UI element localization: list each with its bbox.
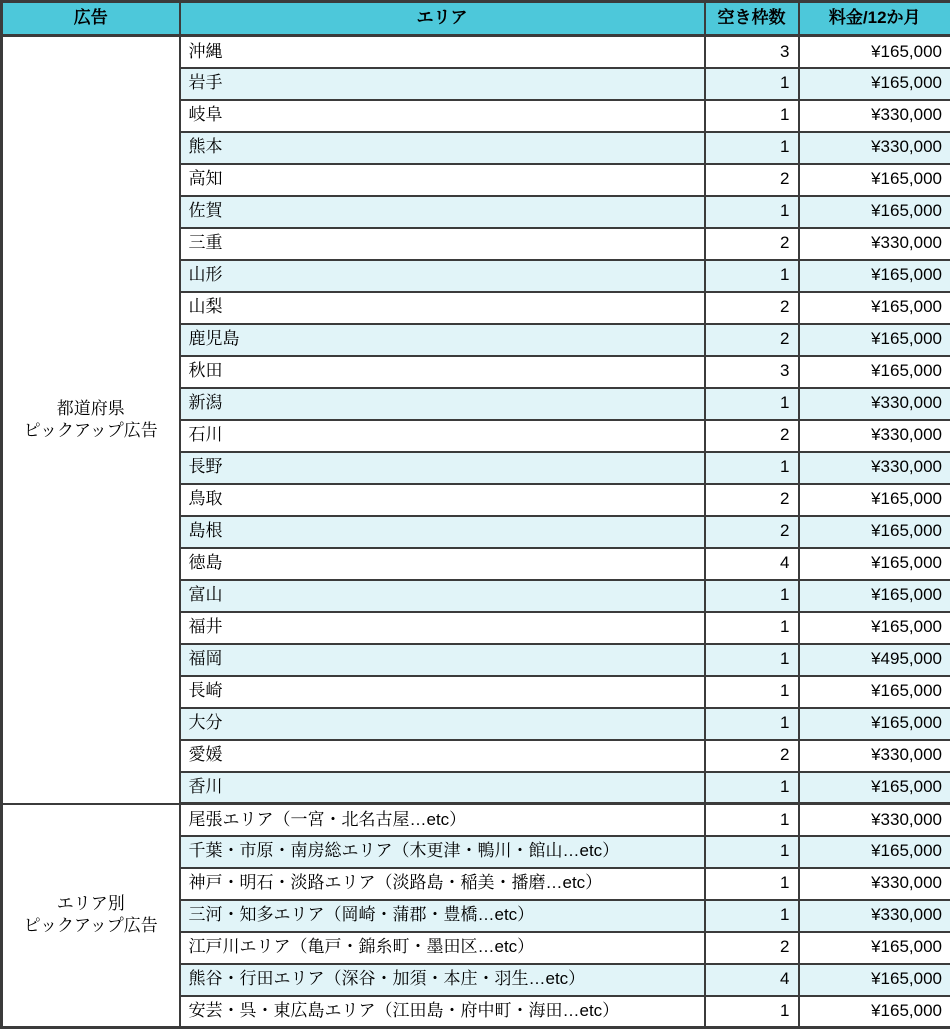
area-cell: 大分: [180, 708, 705, 740]
price-cell: ¥330,000: [799, 388, 950, 420]
price-cell: ¥165,000: [799, 932, 950, 964]
table-header: [2, 2, 950, 36]
slots-cell: 1: [705, 708, 799, 740]
price-cell: ¥165,000: [799, 68, 950, 100]
slots-cell: 2: [705, 164, 799, 196]
area-cell: 長崎: [180, 676, 705, 708]
price-cell: ¥165,000: [799, 292, 950, 324]
slots-cell: 1: [705, 612, 799, 644]
slots-cell: 1: [705, 580, 799, 612]
column-header-ad: 広告: [2, 2, 180, 36]
slots-cell: 2: [705, 420, 799, 452]
slots-cell: 1: [705, 260, 799, 292]
table-body: [2, 36, 950, 1028]
column-header-price: 料金/12か月: [799, 2, 950, 36]
price-cell: ¥165,000: [799, 964, 950, 996]
area-cell: 山梨: [180, 292, 705, 324]
slots-cell: 2: [705, 484, 799, 516]
slots-cell: 1: [705, 772, 799, 804]
area-cell: 島根: [180, 516, 705, 548]
price-cell: ¥330,000: [799, 740, 950, 772]
header-row: [2, 2, 950, 36]
price-cell: ¥165,000: [799, 612, 950, 644]
area-cell: 熊谷・行田エリア（深谷・加須・本庄・羽生…etc）: [180, 964, 705, 996]
group-label-line: ピックアップ広告: [11, 420, 171, 442]
price-cell: ¥495,000: [799, 644, 950, 676]
slots-cell: 2: [705, 292, 799, 324]
slots-cell: 3: [705, 356, 799, 388]
area-cell: 佐賀: [180, 196, 705, 228]
table-row: [2, 804, 950, 836]
area-cell: 江戸川エリア（亀戸・錦糸町・墨田区…etc）: [180, 932, 705, 964]
area-cell: 山形: [180, 260, 705, 292]
price-cell: ¥165,000: [799, 164, 950, 196]
price-cell: ¥165,000: [799, 548, 950, 580]
area-cell: 福岡: [180, 644, 705, 676]
price-cell: ¥165,000: [799, 484, 950, 516]
area-cell: 鹿児島: [180, 324, 705, 356]
area-cell: 神戸・明石・淡路エリア（淡路島・稲美・播磨…etc）: [180, 868, 705, 900]
price-cell: ¥165,000: [799, 260, 950, 292]
price-cell: ¥330,000: [799, 452, 950, 484]
area-cell: 尾張エリア（一宮・北名古屋…etc）: [180, 804, 705, 836]
slots-cell: 1: [705, 132, 799, 164]
area-cell: 長野: [180, 452, 705, 484]
slots-cell: 4: [705, 548, 799, 580]
area-cell: 徳島: [180, 548, 705, 580]
slots-cell: 1: [705, 388, 799, 420]
area-cell: 福井: [180, 612, 705, 644]
price-cell: ¥165,000: [799, 708, 950, 740]
slots-cell: 4: [705, 964, 799, 996]
slots-cell: 1: [705, 452, 799, 484]
slots-cell: 1: [705, 868, 799, 900]
price-cell: ¥165,000: [799, 580, 950, 612]
price-cell: ¥330,000: [799, 420, 950, 452]
area-cell: 香川: [180, 772, 705, 804]
price-cell: ¥330,000: [799, 804, 950, 836]
price-cell: ¥330,000: [799, 900, 950, 932]
area-cell: 新潟: [180, 388, 705, 420]
column-header-slots: 空き枠数: [705, 2, 799, 36]
price-cell: ¥330,000: [799, 868, 950, 900]
slots-cell: 3: [705, 36, 799, 68]
slots-cell: 1: [705, 996, 799, 1028]
slots-cell: 1: [705, 676, 799, 708]
area-cell: 岐阜: [180, 100, 705, 132]
slots-cell: 1: [705, 836, 799, 868]
price-cell: ¥330,000: [799, 228, 950, 260]
price-cell: ¥330,000: [799, 132, 950, 164]
group-label-cell: [2, 804, 180, 1028]
table-row: [2, 36, 950, 68]
group-label-line: 都道府県: [11, 398, 171, 420]
slots-cell: 1: [705, 68, 799, 100]
group-label-line: エリア別: [11, 893, 171, 915]
slots-cell: 1: [705, 100, 799, 132]
price-cell: ¥165,000: [799, 516, 950, 548]
area-cell: 富山: [180, 580, 705, 612]
area-cell: 石川: [180, 420, 705, 452]
price-cell: ¥165,000: [799, 36, 950, 68]
slots-cell: 2: [705, 324, 799, 356]
price-cell: ¥165,000: [799, 676, 950, 708]
group-label-line: ピックアップ広告: [11, 915, 171, 937]
area-cell: 岩手: [180, 68, 705, 100]
group-label-cell: [2, 36, 180, 804]
slots-cell: 1: [705, 196, 799, 228]
price-cell: ¥165,000: [799, 324, 950, 356]
area-cell: 鳥取: [180, 484, 705, 516]
price-cell: ¥330,000: [799, 100, 950, 132]
slots-cell: 2: [705, 740, 799, 772]
area-cell: 沖縄: [180, 36, 705, 68]
slots-cell: 1: [705, 900, 799, 932]
area-cell: 三重: [180, 228, 705, 260]
column-header-area: エリア: [180, 2, 705, 36]
area-cell: 三河・知多エリア（岡崎・蒲郡・豊橋…etc）: [180, 900, 705, 932]
area-cell: 高知: [180, 164, 705, 196]
price-cell: ¥165,000: [799, 836, 950, 868]
slots-cell: 2: [705, 228, 799, 260]
area-cell: 熊本: [180, 132, 705, 164]
slots-cell: 1: [705, 804, 799, 836]
slots-cell: 2: [705, 516, 799, 548]
slots-cell: 1: [705, 644, 799, 676]
price-cell: ¥165,000: [799, 356, 950, 388]
area-cell: 千葉・市原・南房総エリア（木更津・鴨川・館山…etc）: [180, 836, 705, 868]
area-cell: 安芸・呉・東広島エリア（江田島・府中町・海田…etc）: [180, 996, 705, 1028]
price-cell: ¥165,000: [799, 996, 950, 1028]
area-cell: 愛媛: [180, 740, 705, 772]
price-cell: ¥165,000: [799, 772, 950, 804]
area-cell: 秋田: [180, 356, 705, 388]
price-cell: ¥165,000: [799, 196, 950, 228]
slots-cell: 2: [705, 932, 799, 964]
